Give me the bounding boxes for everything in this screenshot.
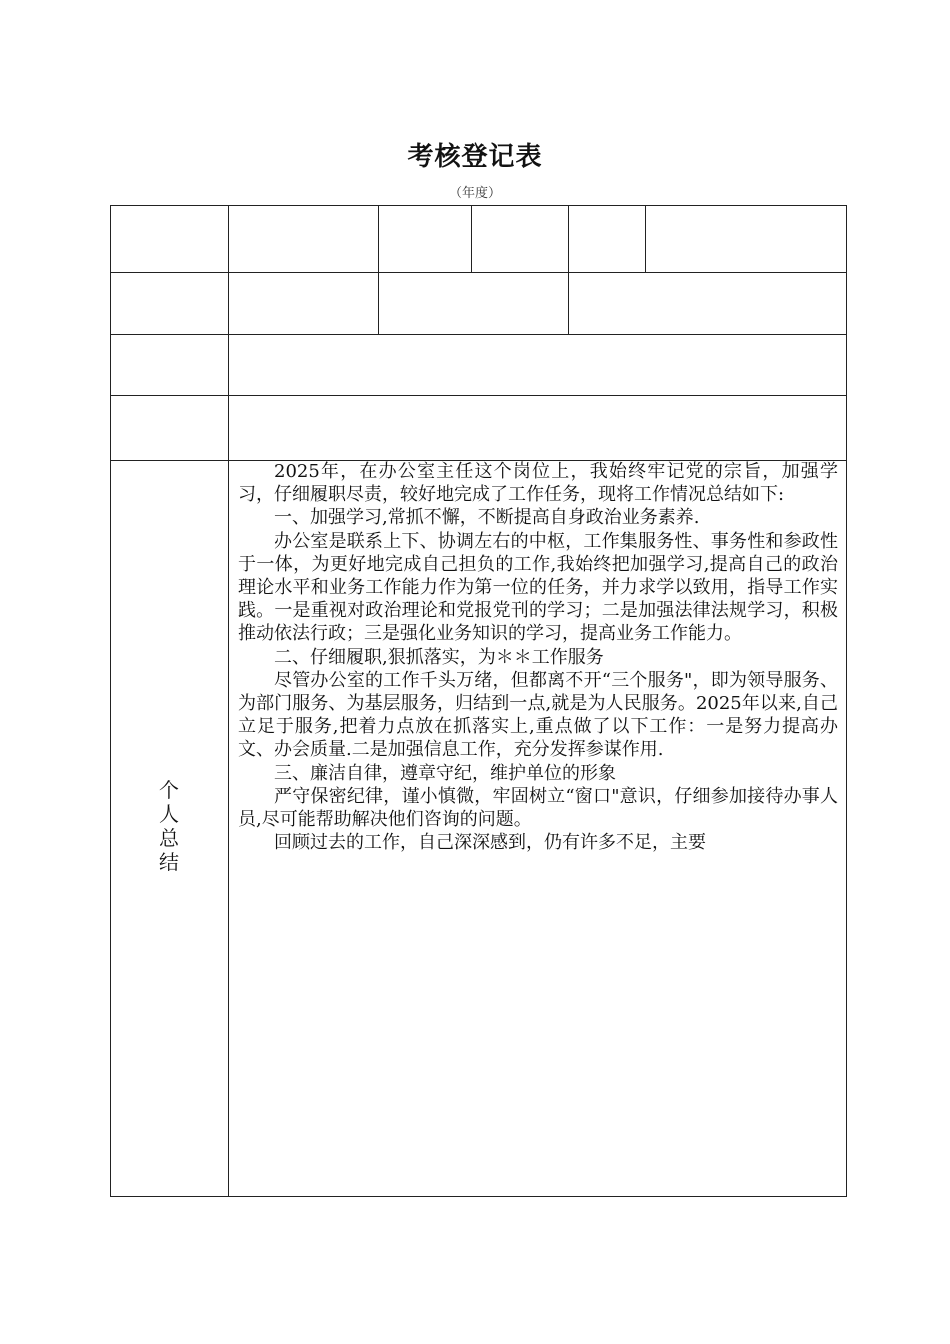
field-row4-label[interactable] [111,396,228,460]
field-row1-label[interactable] [111,206,228,272]
field-row1-col1[interactable] [229,206,378,272]
summary-paragraph-2: 尽管办公室的工作千头万绪，但都离不开“三个服务"，即为领导服务、为部门服务、为基层服务，归结到一点,就是为人民服务。2025年以来,自己立足于服务,把着力点放在抓落实上,重点做了以下工作：一是努力提高办文、办会质量.二是加强信息工作，充分发挥参谋作用. [238,669,838,761]
personal-summary-label [110,778,228,874]
summary-heading-3: 三、廉洁自律，遵章守纪，维护单位的形象 [274,762,616,784]
summary-paragraph-1: 办公室是联系上下、协调左右的中枢，工作集服务性、事务性和参政性于一体，为更好地完成自己担负的工作,我始终把加强学习,提高自己的政治理论水平和业务工作能力作为第一位的任务，并力求学以致用，指导工作实践。一是重视对政治理论和党报党刊的学习；二是加强法律法规学习，积极推动依法行政；三是强化业务知识的学习，提高业务工作能力。 [238,530,838,645]
summary-paragraph-3: 严守保密纪律，谨小慎微，牢固树立“窗口"意识，仔细参加接待办事人员,尽可能帮助解决他们咨询的问题。 [238,785,838,831]
label-char-1: 个 [159,778,179,802]
field-row3-label[interactable] [111,335,228,395]
field-row1-col3[interactable] [472,206,568,272]
field-row1-col2[interactable] [379,206,471,272]
table-border-bottom [110,1196,847,1197]
document-subtitle: （年度） [448,186,501,201]
field-row2-col1[interactable] [229,273,378,334]
summary-heading-2: 二、仔细履职,狠抓落实，为＊＊工作服务 [274,646,604,668]
table-border-right [846,205,847,1197]
field-row3-value[interactable] [229,335,846,395]
field-row1-col5[interactable] [646,206,846,272]
document-title: 考核登记表 [407,142,543,172]
label-char-3: 总 [159,826,179,850]
summary-heading-1: 一、加强学习,常抓不懈，不断提高自身政治业务素养. [274,507,700,529]
summary-paragraph-4: 回顾过去的工作，自己深深感到，仍有许多不足，主要 [274,832,706,854]
label-char-4: 结 [159,850,179,874]
label-char-2: 人 [159,802,179,826]
field-row2-col2[interactable] [379,273,568,334]
personal-summary-text[interactable] [238,460,838,854]
field-row2-label[interactable] [111,273,228,334]
summary-paragraph-intro: 2025年，在办公室主任这个岗位上，我始终牢记党的宗旨，加强学习，仔细履职尽责，较好地完成了工作任务，现将工作情况总结如下: [238,461,838,506]
field-row4-value[interactable] [229,396,846,460]
field-row2-col3[interactable] [569,273,846,334]
field-row1-col4[interactable] [569,206,645,272]
